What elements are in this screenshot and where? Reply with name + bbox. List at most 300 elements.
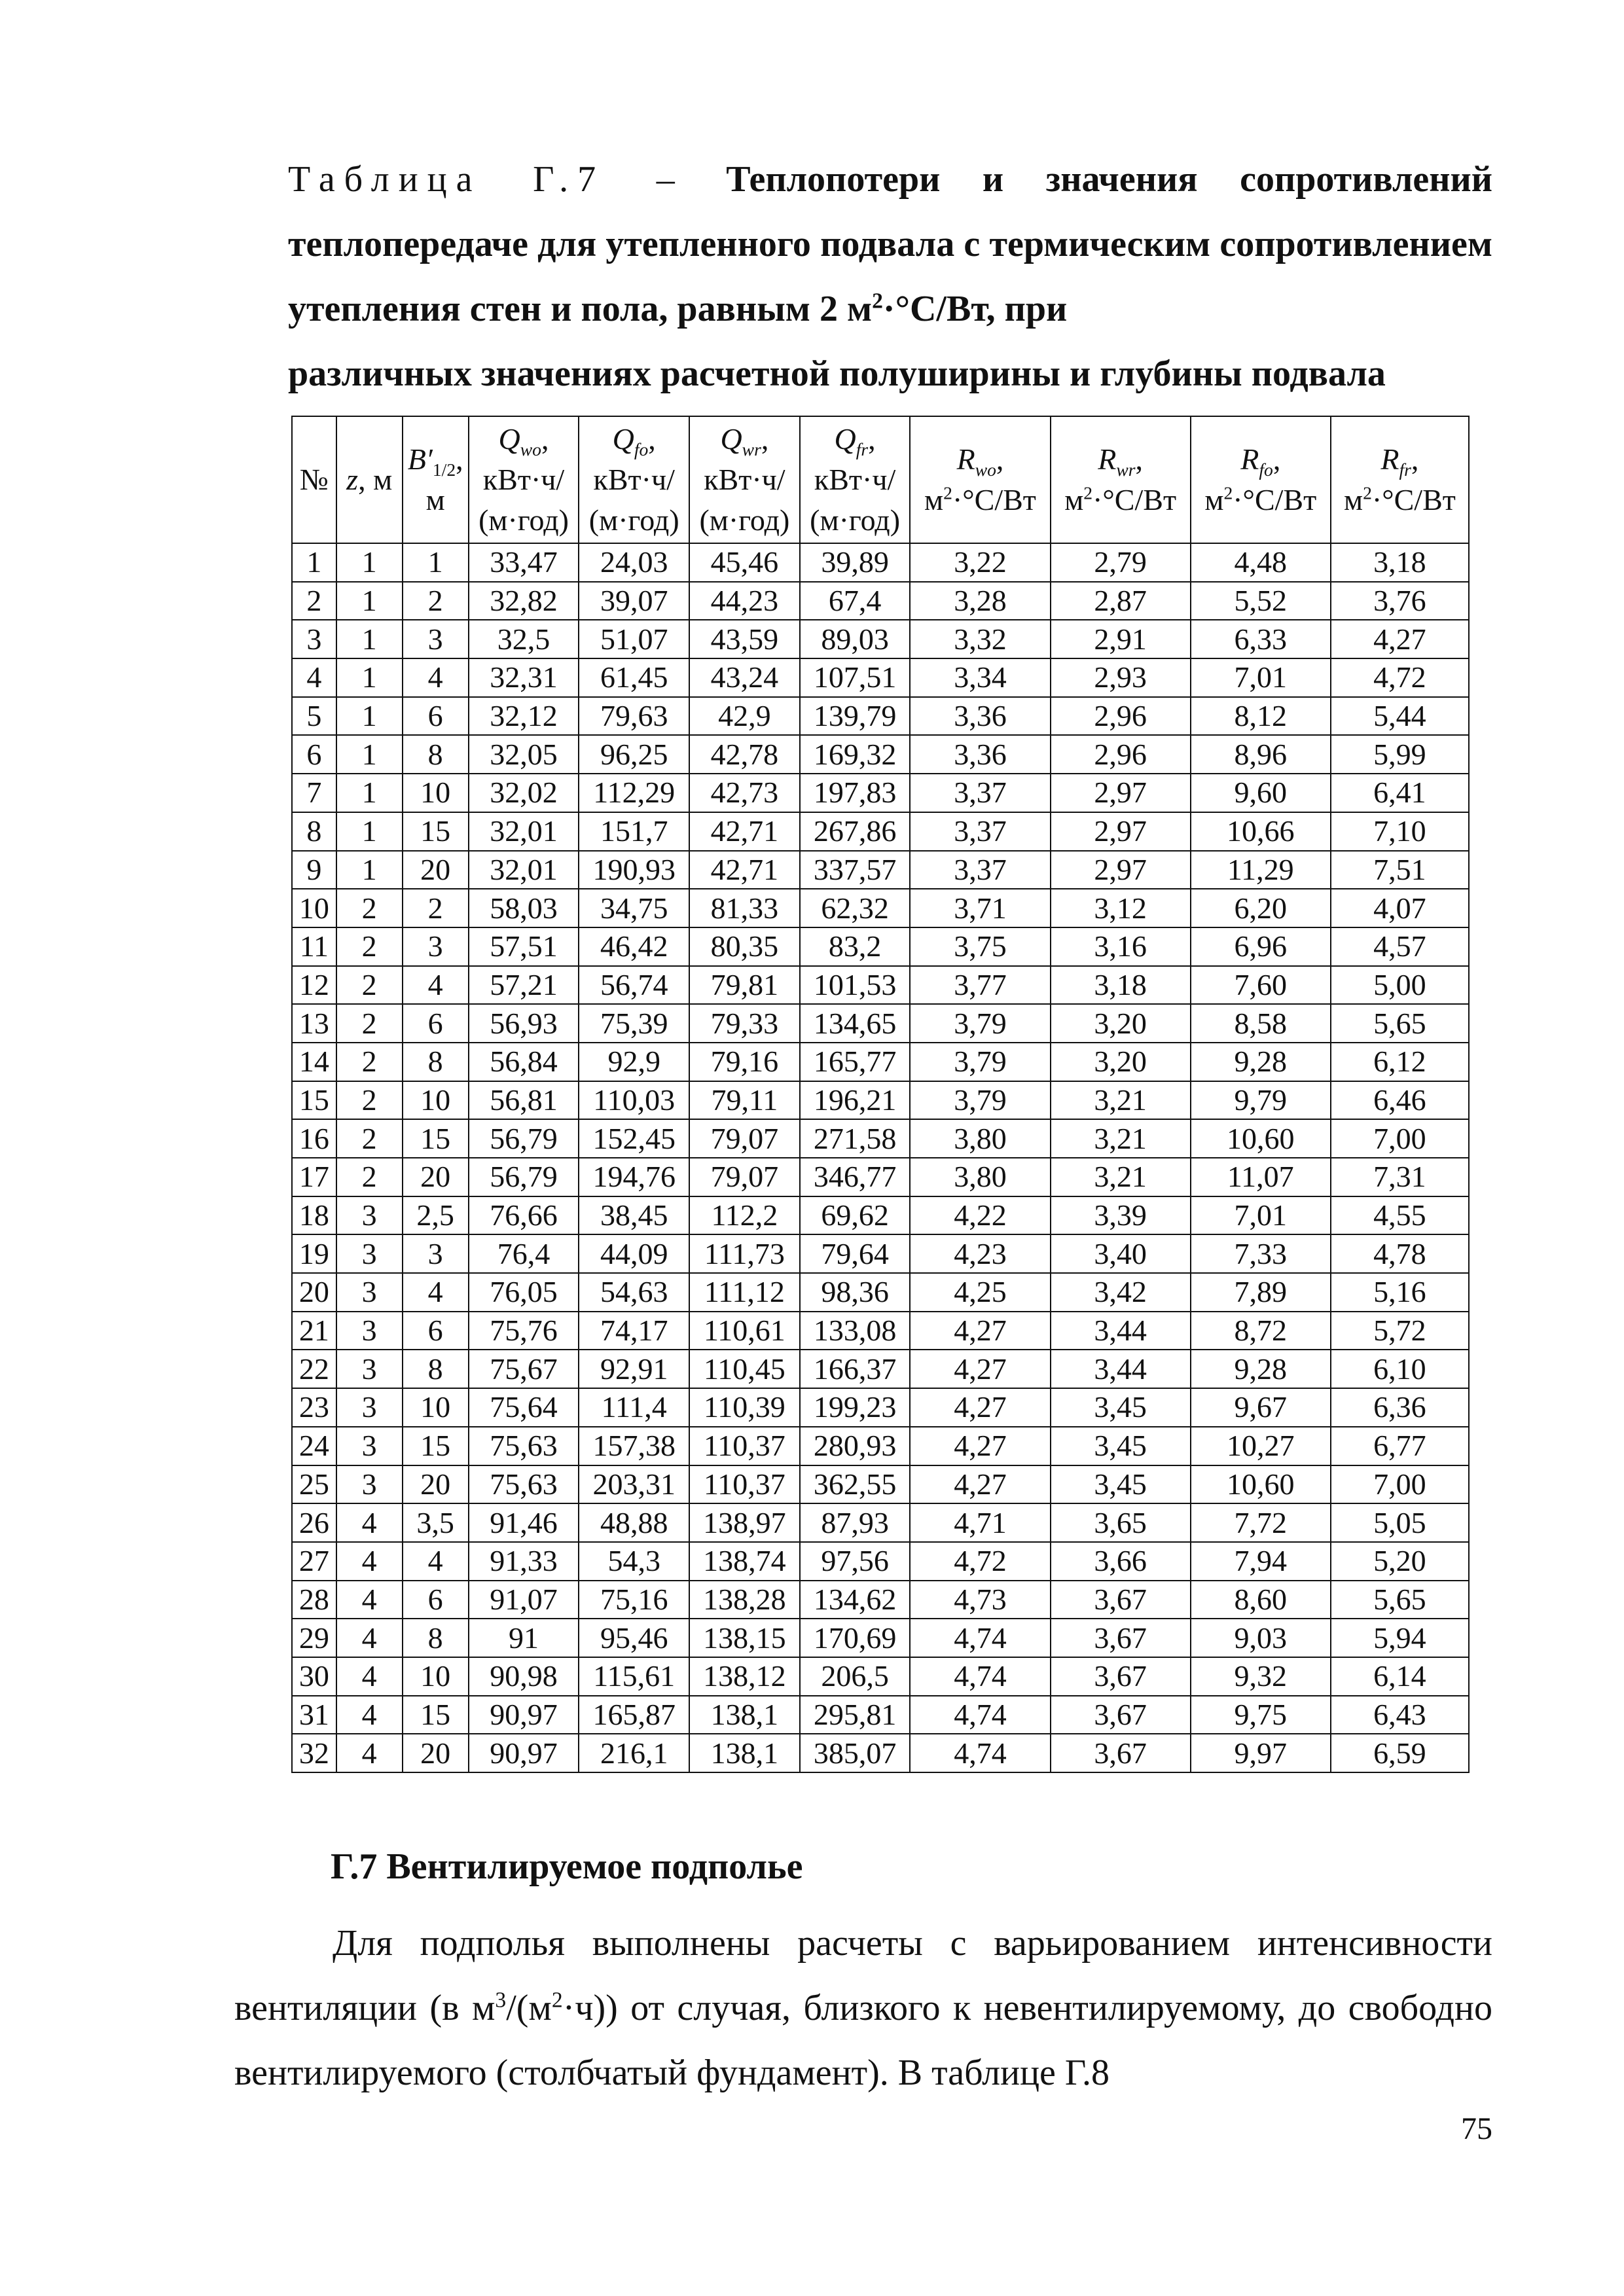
header-r-wr [1051, 416, 1191, 543]
cell-b-half-width: 15 [403, 1119, 469, 1158]
cell-q-fo: 38,45 [579, 1196, 689, 1235]
cell-r-wo: 3,79 [910, 1043, 1050, 1081]
header-r-symbol: R [1098, 442, 1117, 476]
cell-q-wo: 90,97 [469, 1696, 579, 1734]
cell-q-fo: 56,74 [579, 966, 689, 1005]
cell-q-fr: 337,57 [800, 851, 911, 889]
cell-q-fo: 34,75 [579, 889, 689, 927]
header-r-wo [910, 416, 1050, 543]
cell-q-wo: 58,03 [469, 889, 579, 927]
cell-z: 1 [336, 658, 403, 697]
header-r-unit-suffix: ·°C/Вт [1371, 483, 1456, 516]
cell-b-half-width: 6 [403, 697, 469, 736]
cell-q-fr: 62,32 [800, 889, 911, 927]
cell-num: 29 [292, 1619, 336, 1657]
cell-q-fr: 133,08 [800, 1312, 911, 1350]
cell-q-fo: 151,7 [579, 812, 689, 851]
cell-q-wr: 42,9 [689, 697, 800, 736]
cell-z: 2 [336, 927, 403, 966]
cell-q-wr: 42,71 [689, 851, 800, 889]
header-q-symbol: Q [834, 422, 856, 456]
cell-num: 5 [292, 697, 336, 736]
header-r-comma: , [996, 442, 1004, 476]
cell-num: 2 [292, 582, 336, 620]
cell-q-wo: 90,97 [469, 1734, 579, 1772]
cell-r-wr: 2,96 [1051, 697, 1191, 736]
cell-r-wr: 2,97 [1051, 812, 1191, 851]
cell-q-wo: 32,01 [469, 812, 579, 851]
cell-q-wr: 80,35 [689, 927, 800, 966]
header-r-unit-suffix: ·°C/Вт [1092, 483, 1177, 516]
cell-num: 20 [292, 1273, 336, 1312]
cell-r-fr: 5,00 [1331, 966, 1469, 1005]
cell-q-wo: 75,67 [469, 1350, 579, 1388]
cell-r-fr: 6,43 [1331, 1696, 1469, 1734]
cell-r-wo: 4,27 [910, 1350, 1050, 1388]
table-row [292, 1734, 1469, 1772]
header-b-subscript: 1/2 [432, 459, 456, 480]
cell-r-wo: 3,34 [910, 658, 1050, 697]
table-row [292, 1388, 1469, 1427]
heat-loss-table [291, 416, 1470, 1773]
cell-num: 9 [292, 851, 336, 889]
cell-q-wr: 110,37 [689, 1427, 800, 1465]
cell-q-wr: 138,97 [689, 1503, 800, 1542]
cell-r-fr: 4,78 [1331, 1234, 1469, 1273]
cell-q-fr: 67,4 [800, 582, 911, 620]
cell-num: 23 [292, 1388, 336, 1427]
header-b-half-width [403, 416, 469, 543]
cell-q-fo: 61,45 [579, 658, 689, 697]
cell-b-half-width: 20 [403, 1158, 469, 1196]
cell-num: 8 [292, 812, 336, 851]
cell-q-wr: 110,37 [689, 1465, 800, 1504]
cell-q-fo: 152,45 [579, 1119, 689, 1158]
cell-r-wr: 3,16 [1051, 927, 1191, 966]
cell-r-fr: 5,05 [1331, 1503, 1469, 1542]
cell-b-half-width: 4 [403, 966, 469, 1005]
header-q-subscript: fr [856, 439, 869, 460]
cell-r-wo: 4,72 [910, 1542, 1050, 1581]
cell-r-wo: 3,77 [910, 966, 1050, 1005]
cell-q-fr: 271,58 [800, 1119, 911, 1158]
header-r-subscript: wo [975, 459, 996, 480]
cell-r-fo: 7,01 [1191, 658, 1331, 697]
header-num: № [292, 416, 336, 543]
cell-q-wr: 43,24 [689, 658, 800, 697]
header-q-symbol: Q [720, 422, 742, 456]
cell-r-fr: 6,59 [1331, 1734, 1469, 1772]
cell-r-wr: 2,87 [1051, 582, 1191, 620]
cell-num: 15 [292, 1081, 336, 1120]
cell-r-wr: 3,67 [1051, 1734, 1191, 1772]
header-r-unit-suffix: ·°C/Вт [1233, 483, 1317, 516]
cell-b-half-width: 8 [403, 1043, 469, 1081]
cell-q-wo: 76,66 [469, 1196, 579, 1235]
cell-r-fo: 7,72 [1191, 1503, 1331, 1542]
header-r-unit-suffix: ·°C/Вт [952, 483, 1036, 516]
header-z [336, 416, 403, 543]
cell-r-fo: 4,48 [1191, 543, 1331, 582]
cell-r-wo: 4,74 [910, 1619, 1050, 1657]
cell-r-wo: 3,28 [910, 582, 1050, 620]
cell-q-fr: 362,55 [800, 1465, 911, 1504]
cell-q-fo: 115,61 [579, 1657, 689, 1696]
table-row [292, 927, 1469, 966]
cell-num: 18 [292, 1196, 336, 1235]
cell-q-fr: 170,69 [800, 1619, 911, 1657]
cell-q-wr: 110,45 [689, 1350, 800, 1388]
cell-q-fo: 216,1 [579, 1734, 689, 1772]
cell-b-half-width: 6 [403, 1581, 469, 1619]
cell-r-fo: 7,89 [1191, 1273, 1331, 1312]
cell-num: 28 [292, 1581, 336, 1619]
cell-q-wr: 111,73 [689, 1234, 800, 1273]
paragraph-sup-3: 3 [495, 1988, 507, 2013]
table-row [292, 1004, 1469, 1043]
cell-r-wo: 3,32 [910, 620, 1050, 658]
cell-r-fo: 8,96 [1191, 735, 1331, 774]
cell-b-half-width: 6 [403, 1312, 469, 1350]
cell-r-fo: 5,52 [1191, 582, 1331, 620]
cell-r-wr: 3,45 [1051, 1465, 1191, 1504]
cell-num: 24 [292, 1427, 336, 1465]
cell-q-wr: 44,23 [689, 582, 800, 620]
cell-r-fo: 9,28 [1191, 1043, 1331, 1081]
cell-num: 1 [292, 543, 336, 582]
cell-r-fr: 6,77 [1331, 1427, 1469, 1465]
cell-q-wr: 81,33 [689, 889, 800, 927]
cell-q-fr: 79,64 [800, 1234, 911, 1273]
header-r-symbol: R [956, 442, 975, 476]
cell-z: 3 [336, 1234, 403, 1273]
header-r-symbol: R [1380, 442, 1399, 476]
cell-r-fr: 7,10 [1331, 812, 1469, 851]
paragraph-text-c: ·ч)) от случая, близкого к невентилируемому, до свободно вентилируемого (столбчатый фундамент). В таблице Г.8 [234, 1988, 1492, 2093]
cell-q-fo: 74,17 [579, 1312, 689, 1350]
table-row [292, 1081, 1469, 1120]
cell-q-fo: 194,76 [579, 1158, 689, 1196]
cell-b-half-width: 10 [403, 1657, 469, 1696]
table-row [292, 1657, 1469, 1696]
header-q-fr [800, 416, 911, 543]
cell-r-fo: 10,66 [1191, 812, 1331, 851]
cell-r-wr: 2,97 [1051, 774, 1191, 812]
header-b-unit: м [425, 483, 445, 516]
cell-q-fo: 110,03 [579, 1081, 689, 1120]
cell-r-fr: 7,00 [1331, 1465, 1469, 1504]
table-row [292, 582, 1469, 620]
cell-r-wo: 4,27 [910, 1427, 1050, 1465]
cell-z: 2 [336, 1158, 403, 1196]
header-r-unit-sup: 2 [943, 482, 952, 503]
cell-r-wr: 3,67 [1051, 1581, 1191, 1619]
caption-label: Таблица Г.7 – [288, 159, 684, 200]
cell-r-wo: 4,73 [910, 1581, 1050, 1619]
cell-q-fo: 96,25 [579, 735, 689, 774]
cell-b-half-width: 3,5 [403, 1503, 469, 1542]
cell-num: 10 [292, 889, 336, 927]
cell-r-wr: 3,21 [1051, 1158, 1191, 1196]
cell-r-wr: 3,45 [1051, 1388, 1191, 1427]
cell-num: 7 [292, 774, 336, 812]
cell-num: 4 [292, 658, 336, 697]
cell-b-half-width: 8 [403, 1350, 469, 1388]
cell-r-wr: 3,40 [1051, 1234, 1191, 1273]
cell-q-wo: 56,81 [469, 1081, 579, 1120]
table-row [292, 774, 1469, 812]
cell-q-wr: 79,33 [689, 1004, 800, 1043]
cell-q-wo: 75,76 [469, 1312, 579, 1350]
cell-r-fr: 5,94 [1331, 1619, 1469, 1657]
header-r-unit-prefix: м [1343, 483, 1363, 516]
cell-r-fo: 10,60 [1191, 1119, 1331, 1158]
cell-r-wo: 3,80 [910, 1158, 1050, 1196]
cell-z: 1 [336, 697, 403, 736]
cell-q-fo: 79,63 [579, 697, 689, 736]
cell-z: 1 [336, 774, 403, 812]
header-q-comma: , [541, 422, 549, 456]
cell-r-fo: 8,12 [1191, 697, 1331, 736]
cell-q-wr: 42,73 [689, 774, 800, 812]
cell-q-fo: 46,42 [579, 927, 689, 966]
table-row [292, 543, 1469, 582]
cell-q-wr: 79,11 [689, 1081, 800, 1120]
cell-r-wo: 3,37 [910, 812, 1050, 851]
cell-q-fo: 95,46 [579, 1619, 689, 1657]
header-r-unit-sup: 2 [1363, 482, 1372, 503]
table-row [292, 1273, 1469, 1312]
cell-q-fr: 165,77 [800, 1043, 911, 1081]
cell-r-wo: 3,79 [910, 1081, 1050, 1120]
cell-num: 16 [292, 1119, 336, 1158]
cell-num: 17 [292, 1158, 336, 1196]
cell-r-fo: 11,07 [1191, 1158, 1331, 1196]
cell-q-fr: 83,2 [800, 927, 911, 966]
cell-q-wr: 43,59 [689, 620, 800, 658]
cell-z: 3 [336, 1427, 403, 1465]
header-q-unit-bottom: (м·год) [699, 503, 790, 537]
cell-z: 4 [336, 1503, 403, 1542]
cell-r-fr: 6,14 [1331, 1657, 1469, 1696]
cell-r-fo: 7,01 [1191, 1196, 1331, 1235]
cell-b-half-width: 8 [403, 1619, 469, 1657]
cell-num: 30 [292, 1657, 336, 1696]
header-r-unit-sup: 2 [1223, 482, 1233, 503]
cell-q-fr: 267,86 [800, 812, 911, 851]
cell-b-half-width: 20 [403, 851, 469, 889]
cell-num: 27 [292, 1542, 336, 1581]
cell-q-wo: 32,02 [469, 774, 579, 812]
cell-r-fo: 9,67 [1191, 1388, 1331, 1427]
cell-b-half-width: 1 [403, 543, 469, 582]
cell-q-wr: 42,78 [689, 735, 800, 774]
cell-q-wr: 138,1 [689, 1696, 800, 1734]
cell-r-wo: 4,74 [910, 1696, 1050, 1734]
cell-z: 1 [336, 543, 403, 582]
header-q-unit-top: кВт·ч/ [814, 463, 896, 496]
cell-q-fr: 197,83 [800, 774, 911, 812]
header-r-subscript: fo [1259, 459, 1273, 480]
cell-r-wr: 3,21 [1051, 1081, 1191, 1120]
cell-q-fr: 139,79 [800, 697, 911, 736]
cell-q-fr: 196,21 [800, 1081, 911, 1120]
table-row [292, 1696, 1469, 1734]
cell-b-half-width: 10 [403, 774, 469, 812]
cell-q-wo: 32,82 [469, 582, 579, 620]
cell-b-half-width: 10 [403, 1388, 469, 1427]
cell-r-wo: 4,25 [910, 1273, 1050, 1312]
cell-q-fo: 203,31 [579, 1465, 689, 1504]
cell-z: 4 [336, 1581, 403, 1619]
cell-r-fr: 4,57 [1331, 927, 1469, 966]
cell-r-wr: 3,18 [1051, 966, 1191, 1005]
cell-r-fo: 7,94 [1191, 1542, 1331, 1581]
caption-title-part1: Теплопотери и значения сопротивлений теплопередаче для утепленного подвала с термическим сопротивлением утепления стен и пола, равным 2 м [288, 159, 1493, 329]
cell-z: 4 [336, 1734, 403, 1772]
table-row [292, 1427, 1469, 1465]
cell-r-fr: 5,44 [1331, 697, 1469, 736]
cell-q-wr: 138,28 [689, 1581, 800, 1619]
cell-q-fo: 54,3 [579, 1542, 689, 1581]
cell-q-wo: 76,05 [469, 1273, 579, 1312]
cell-b-half-width: 4 [403, 1273, 469, 1312]
cell-q-wr: 112,2 [689, 1196, 800, 1235]
body-paragraph [234, 1911, 1492, 2106]
paragraph-sup-2: 2 [551, 1988, 563, 2013]
table-header-row [292, 416, 1469, 543]
cell-r-fr: 4,55 [1331, 1196, 1469, 1235]
cell-r-wr: 3,20 [1051, 1004, 1191, 1043]
cell-b-half-width: 3 [403, 1234, 469, 1273]
header-r-unit-prefix: м [924, 483, 944, 516]
cell-q-fr: 346,77 [800, 1158, 911, 1196]
cell-r-fo: 9,97 [1191, 1734, 1331, 1772]
cell-r-fr: 6,12 [1331, 1043, 1469, 1081]
table-row [292, 889, 1469, 927]
cell-r-fo: 9,28 [1191, 1350, 1331, 1388]
cell-q-fo: 157,38 [579, 1427, 689, 1465]
cell-r-fo: 8,58 [1191, 1004, 1331, 1043]
cell-r-fr: 4,72 [1331, 658, 1469, 697]
cell-q-fo: 190,93 [579, 851, 689, 889]
table-row [292, 1581, 1469, 1619]
cell-num: 14 [292, 1043, 336, 1081]
header-q-unit-bottom: (м·год) [478, 503, 569, 537]
cell-r-fr: 3,76 [1331, 582, 1469, 620]
cell-q-fr: 69,62 [800, 1196, 911, 1235]
cell-q-wr: 45,46 [689, 543, 800, 582]
header-r-unit-prefix: м [1064, 483, 1084, 516]
cell-r-wr: 3,67 [1051, 1619, 1191, 1657]
cell-r-fr: 6,41 [1331, 774, 1469, 812]
cell-z: 1 [336, 582, 403, 620]
cell-z: 3 [336, 1388, 403, 1427]
cell-r-wr: 3,65 [1051, 1503, 1191, 1542]
cell-r-fo: 10,60 [1191, 1465, 1331, 1504]
cell-b-half-width: 6 [403, 1004, 469, 1043]
cell-z: 1 [336, 735, 403, 774]
cell-r-wo: 3,71 [910, 889, 1050, 927]
cell-q-wr: 138,1 [689, 1734, 800, 1772]
cell-q-fo: 111,4 [579, 1388, 689, 1427]
cell-q-fo: 51,07 [579, 620, 689, 658]
cell-r-wo: 4,27 [910, 1388, 1050, 1427]
cell-q-wr: 79,81 [689, 966, 800, 1005]
table-caption [288, 147, 1492, 406]
table-row [292, 1350, 1469, 1388]
cell-q-wr: 138,12 [689, 1657, 800, 1696]
cell-r-wr: 2,93 [1051, 658, 1191, 697]
cell-r-wr: 3,45 [1051, 1427, 1191, 1465]
cell-b-half-width: 4 [403, 658, 469, 697]
cell-num: 11 [292, 927, 336, 966]
cell-num: 26 [292, 1503, 336, 1542]
cell-b-half-width: 20 [403, 1734, 469, 1772]
cell-q-fr: 107,51 [800, 658, 911, 697]
header-q-wo [469, 416, 579, 543]
table-row [292, 1503, 1469, 1542]
cell-z: 3 [336, 1196, 403, 1235]
cell-z: 2 [336, 1081, 403, 1120]
cell-q-fr: 134,62 [800, 1581, 911, 1619]
cell-b-half-width: 20 [403, 1465, 469, 1504]
cell-q-wr: 79,07 [689, 1119, 800, 1158]
header-q-comma: , [868, 422, 876, 456]
cell-z: 1 [336, 851, 403, 889]
cell-q-fo: 165,87 [579, 1696, 689, 1734]
page-number: 75 [1461, 2111, 1492, 2146]
header-q-fo [579, 416, 689, 543]
cell-q-fr: 87,93 [800, 1503, 911, 1542]
cell-z: 2 [336, 1119, 403, 1158]
cell-r-fr: 3,18 [1331, 543, 1469, 582]
caption-title-part2: ·°C/Вт, при [882, 289, 1068, 329]
cell-r-wo: 3,37 [910, 851, 1050, 889]
cell-num: 12 [292, 966, 336, 1005]
cell-q-wo: 75,63 [469, 1465, 579, 1504]
cell-z: 4 [336, 1696, 403, 1734]
cell-r-wo: 3,36 [910, 697, 1050, 736]
header-r-symbol: R [1240, 442, 1259, 476]
cell-num: 25 [292, 1465, 336, 1504]
cell-q-fr: 280,93 [800, 1427, 911, 1465]
cell-q-wo: 32,01 [469, 851, 579, 889]
cell-q-wr: 110,61 [689, 1312, 800, 1350]
cell-q-wo: 75,64 [469, 1388, 579, 1427]
header-q-symbol: Q [498, 422, 520, 456]
cell-num: 3 [292, 620, 336, 658]
caption-title-last-line: различных значениях расчетной полуширины и глубины подвала [288, 353, 1386, 394]
header-q-symbol: Q [612, 422, 634, 456]
cell-r-fo: 9,75 [1191, 1696, 1331, 1734]
cell-z: 3 [336, 1350, 403, 1388]
header-q-unit-top: кВт·ч/ [482, 463, 565, 496]
cell-q-fo: 92,91 [579, 1350, 689, 1388]
cell-r-wo: 4,22 [910, 1196, 1050, 1235]
header-q-unit-top: кВт·ч/ [704, 463, 785, 496]
cell-q-fr: 98,36 [800, 1273, 911, 1312]
cell-r-wo: 3,37 [910, 774, 1050, 812]
cell-r-wr: 2,96 [1051, 735, 1191, 774]
cell-r-wr: 3,39 [1051, 1196, 1191, 1235]
cell-z: 4 [336, 1542, 403, 1581]
cell-q-fo: 48,88 [579, 1503, 689, 1542]
cell-z: 4 [336, 1657, 403, 1696]
header-q-subscript: fo [634, 439, 649, 460]
table-row [292, 1043, 1469, 1081]
cell-r-fr: 5,65 [1331, 1004, 1469, 1043]
